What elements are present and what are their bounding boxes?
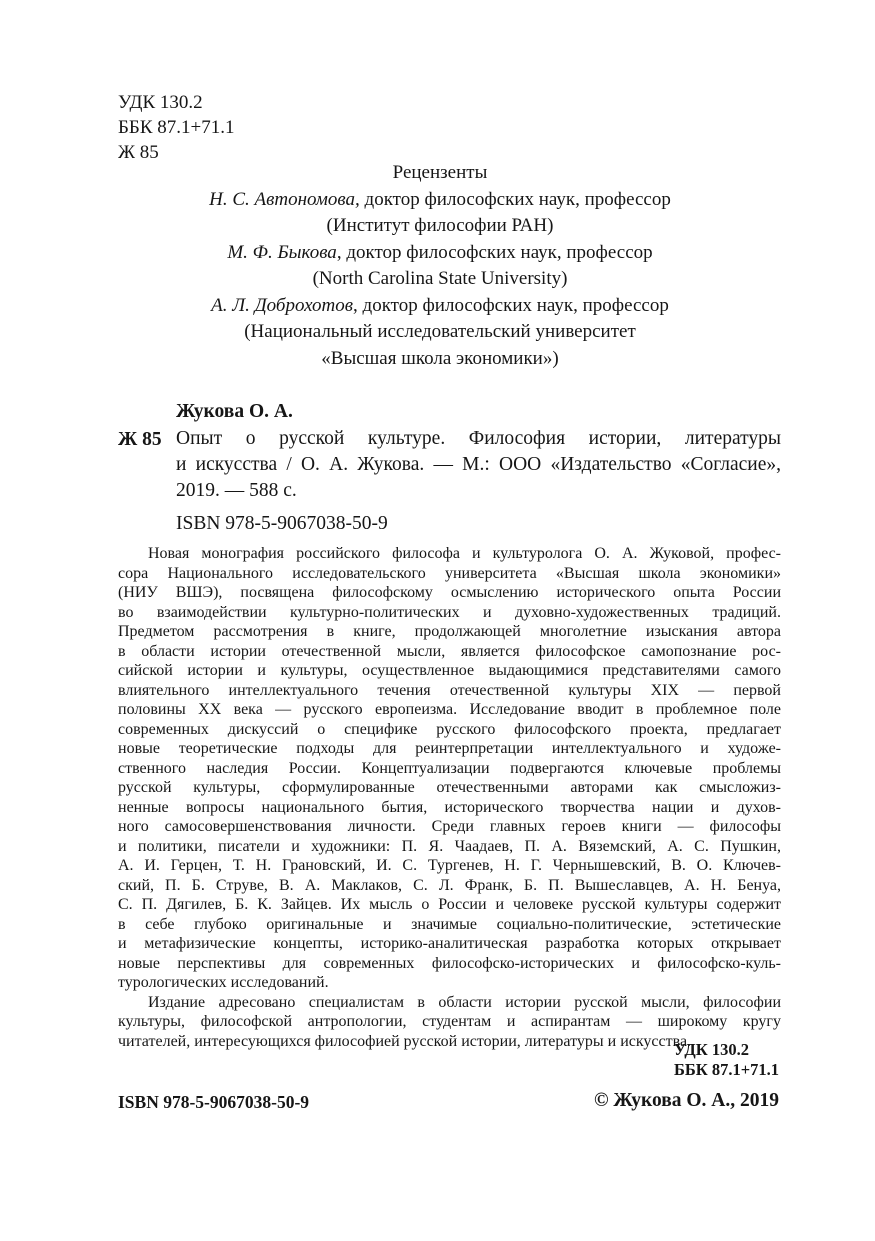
- reviewer-title: , доктор философских наук, профессор: [336, 241, 653, 263]
- reviewer-name: А. Л. Доброхотов: [211, 294, 354, 316]
- annotation-line: С. П. Дягилев, Б. К. Зайцев. Их мысль о России и человеке русской культуры содержит: [118, 896, 781, 913]
- biblio-line: и искусства / О. А. Жукова. — М.: ООО «Издательство «Согласие»,: [176, 454, 781, 475]
- annotation-line: в себе глубоко оригинальные и значимые социально-политические, эстетические: [118, 915, 781, 933]
- bibliographic-description: [176, 426, 781, 504]
- annotation-line: культуры, философской антропологии, студентам и аспирантам — широкому кругу: [118, 1013, 781, 1030]
- annotation-line: современных дискуссий о специфике русского философского проекта, предлагает: [118, 720, 781, 738]
- annotation-line: во взаимодействии культурно-политических и духовно-художественных традиций.: [118, 603, 781, 621]
- footer-udk: УДК 130.2: [673, 1040, 749, 1059]
- udk-code: УДК 130.2: [118, 92, 203, 113]
- catalog-isbn: ISBN 978-5-9067038-50-9: [176, 513, 388, 534]
- annotation-line: А. И. Герцен, Т. Н. Грановский, И. С. Тургенев, Н. Г. Чернышевский, В. О. Ключев-: [118, 857, 781, 874]
- annotation-line: читателей, интересующихся философией русской истории, литературы и искусства.: [118, 1032, 692, 1050]
- annotation-line: Предметом рассмотрения в книге, продолжающей многолетние изыскания автора: [118, 623, 781, 640]
- annotation-line: в области истории отечественной мысли, является философское самопознание рос-: [118, 642, 781, 660]
- annotation-line: и политики, писатели и художники: П. Я. Чаадаев, П. А. Вяземский, А. С. Пушкин,: [118, 837, 781, 855]
- classification-codes: [118, 90, 234, 165]
- catalog-author: Жукова О. А.: [176, 401, 293, 422]
- reviewer-3: [150, 293, 730, 320]
- annotation-line: (НИУ ВШЭ), посвящена философскому осмыслению исторического опыта России: [118, 584, 781, 601]
- reviewers-block: [150, 160, 730, 372]
- annotation: [118, 544, 781, 1051]
- annotation-line: половины XX века — русского европеизма. Исследование вводит в проблемное поле: [118, 701, 781, 718]
- annotation-line: ственного наследия России. Концептуализации подвергаются ключевые проблемы: [118, 759, 781, 777]
- footer-codes: [674, 1040, 779, 1079]
- reviewer-affiliation: (Национальный исследовательский университет: [244, 321, 636, 342]
- reviewer-title: , доктор философских наук, профессор: [353, 294, 669, 316]
- footer-bbk: ББК 87.1+71.1: [673, 1059, 779, 1079]
- reviewer-2: [150, 240, 730, 267]
- annotation-line: и метафизические концепты, историко-аналитическая разработка которых открывает: [118, 935, 781, 952]
- reviewer-name: М. Ф. Быкова: [227, 241, 337, 263]
- reviewers-heading: Рецензенты: [392, 162, 488, 183]
- annotation-line: ного самосовершенствования личности. Среди главных героев книги — философы: [118, 818, 781, 835]
- annotation-line: русской культуры, сформулированные отечественными авторами как смысложиз-: [118, 779, 781, 796]
- reviewer-affiliation: «Высшая школа экономики»): [321, 347, 559, 369]
- annotation-line: влиятельного интеллектуального течения отечественной культуры XIX — первой: [118, 681, 781, 699]
- annotation-line: ненные вопросы национального бытия, исторического творчества нации и духов-: [118, 798, 781, 816]
- annotation-line: новые теоретические подходы для реинтерпретации интеллектуального и художе-: [118, 740, 781, 757]
- copyright-notice: © Жукова О. А., 2019: [593, 1090, 779, 1111]
- annotation-line: сийской истории и культуры, осуществленное выдающимися представителями самого: [118, 662, 781, 679]
- reviewer-title: доктор философских наук, профессор: [359, 188, 671, 210]
- catalog-mark: Ж 85: [118, 429, 162, 450]
- annotation-line: новые перспективы для современных философско-исторических и философско-куль-: [118, 954, 781, 972]
- annotation-line: турологических исследований.: [118, 974, 329, 991]
- reviewer-affiliation: (North Carolina State University): [312, 268, 568, 289]
- annotation-line: Издание адресовано специалистам в области истории русской мысли, философии: [148, 993, 781, 1011]
- biblio-line: Опыт о русской культуре. Философия истории, литературы: [176, 428, 781, 449]
- bbk-code: ББК 87.1+71.1: [118, 117, 235, 138]
- reviewer-name: Н. С. Автономова,: [209, 188, 360, 210]
- reviewer-1: [150, 187, 730, 214]
- annotation-line: ский, П. Б. Струве, В. А. Маклаков, С. Л. Франк, Б. П. Вышеславцев, А. Н. Бенуа,: [118, 876, 781, 894]
- reviewer-affiliation: (Институт философии РАН): [326, 215, 554, 236]
- footer-isbn: ISBN 978-5-9067038-50-9: [118, 1092, 310, 1112]
- biblio-line: 2019. — 588 с.: [176, 480, 297, 501]
- annotation-line: Новая монография российского философа и культуролога О. А. Жуковой, профес-: [148, 545, 781, 562]
- author-mark: Ж 85: [118, 142, 159, 163]
- annotation-line: сора Национального исследовательского университета «Высшая школа экономики»: [118, 564, 781, 582]
